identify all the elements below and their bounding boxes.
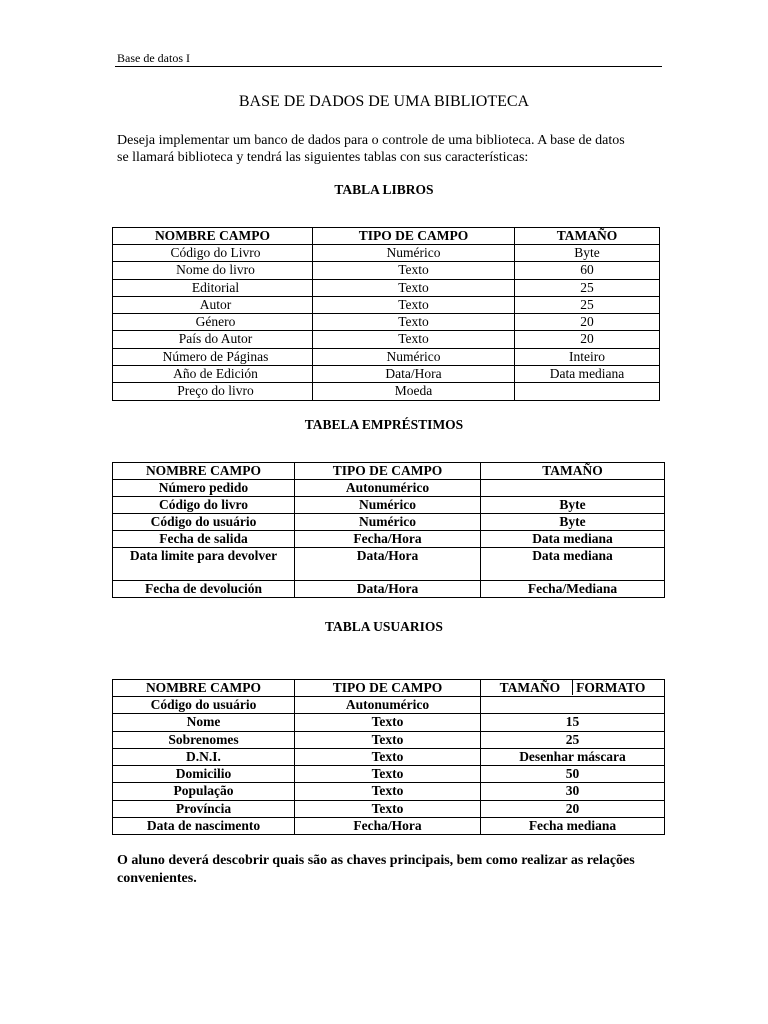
table-row [113, 262, 660, 279]
field-size-cell: 25 [481, 731, 665, 748]
field-type-cell: Data/Hora [295, 548, 481, 581]
column-header-split [481, 680, 665, 697]
field-name-cell: Género [113, 314, 313, 331]
field-type-cell: Texto [295, 783, 481, 800]
field-name-cell: Preço do livro [113, 383, 313, 400]
field-size-cell: 20 [515, 314, 660, 331]
field-size-cell: Fecha mediana [481, 818, 665, 835]
field-type-cell: Texto [295, 766, 481, 783]
field-type-cell: Texto [313, 262, 515, 279]
field-type-cell: Texto [313, 296, 515, 313]
field-type-cell: Data/Hora [295, 581, 481, 598]
field-type-cell: Numérico [313, 245, 515, 262]
field-type-cell: Moeda [313, 383, 515, 400]
field-name-cell: Domicilio [113, 766, 295, 783]
field-size-cell: Data mediana [481, 531, 665, 548]
field-type-cell: Texto [295, 800, 481, 817]
column-header: NOMBRE CAMPO [113, 680, 295, 697]
field-name-cell: Fecha de salida [113, 531, 295, 548]
usuarios-table-title: TABLA USUARIOS [325, 619, 443, 634]
field-name-cell: País do Autor [113, 331, 313, 348]
field-size-cell: 20 [481, 800, 665, 817]
table-row [113, 366, 660, 383]
table-row [113, 497, 665, 514]
column-header: TIPO DE CAMPO [313, 228, 515, 245]
field-type-cell: Data/Hora [313, 366, 515, 383]
field-type-cell: Texto [313, 314, 515, 331]
table-row [113, 731, 665, 748]
field-name-cell: Código do usuário [113, 697, 295, 714]
field-size-cell [481, 697, 665, 714]
table-row [113, 697, 665, 714]
column-header: TIPO DE CAMPO [295, 463, 481, 480]
field-name-cell: Código do livro [113, 497, 295, 514]
field-size-cell: 60 [515, 262, 660, 279]
document-title: BASE DE DADOS DE UMA BIBLIOTECA [238, 93, 530, 110]
table-row [113, 800, 665, 817]
field-size-cell: Byte [481, 497, 665, 514]
table-row [113, 581, 665, 598]
field-name-cell: Província [113, 800, 295, 817]
field-size-cell: 30 [481, 783, 665, 800]
column-header: TAMAÑO [481, 463, 665, 480]
field-type-cell: Autonumérico [295, 697, 481, 714]
table-row [113, 331, 660, 348]
field-type-cell: Texto [295, 714, 481, 731]
field-type-cell: Texto [313, 331, 515, 348]
field-name-cell: Editorial [113, 279, 313, 296]
table-row [113, 714, 665, 731]
table-row [113, 748, 665, 765]
field-size-cell: Byte [481, 514, 665, 531]
field-size-cell [481, 480, 665, 497]
column-header: NOMBRE CAMPO [113, 463, 295, 480]
table-row [113, 514, 665, 531]
column-header: NOMBRE CAMPO [113, 228, 313, 245]
table-row [113, 296, 660, 313]
field-name-cell: Código do Livro [113, 245, 313, 262]
field-name-cell: Fecha de devolución [113, 581, 295, 598]
column-header: TAMAÑO [515, 228, 660, 245]
field-name-cell: Número pedido [113, 480, 295, 497]
table-row [113, 348, 660, 365]
field-size-cell: Desenhar máscara [481, 748, 665, 765]
table-row [113, 766, 665, 783]
table-row [113, 245, 660, 262]
field-name-cell: Nome do livro [113, 262, 313, 279]
header-divider [115, 66, 662, 67]
running-header: Base de datos I [117, 51, 190, 65]
field-size-cell [515, 383, 660, 400]
table-header-row [113, 680, 665, 697]
field-type-cell: Fecha/Hora [295, 531, 481, 548]
table-row [113, 783, 665, 800]
field-name-cell: D.N.I. [113, 748, 295, 765]
instructions-note: O aluno deverá descobrir quais são as chaves principais, bem como realizar as relações convenientes. [117, 853, 635, 886]
table-row [113, 383, 660, 400]
field-name-cell: População [113, 783, 295, 800]
emprestimos-table-title: TABELA EMPRÉSTIMOS [304, 417, 464, 432]
table-row [113, 279, 660, 296]
libros-table-title: TABLA LIBROS [334, 182, 434, 197]
field-type-cell: Texto [295, 731, 481, 748]
table-row [113, 314, 660, 331]
field-size-cell: Data mediana [481, 548, 665, 581]
field-name-cell: Año de Edición [113, 366, 313, 383]
field-name-cell: Nome [113, 714, 295, 731]
header-separator [572, 680, 573, 695]
field-size-cell: 20 [515, 331, 660, 348]
table-header-row [113, 463, 665, 480]
column-header: TIPO DE CAMPO [295, 680, 481, 697]
column-header-size: TAMAÑO [499, 680, 561, 695]
field-name-cell: Data de nascimento [113, 818, 295, 835]
table-row [113, 548, 665, 581]
intro-paragraph: Deseja implementar um banco de dados para o controle de uma biblioteca. A base de datos se llamará biblioteca y tendrá las siguientes tablas con sus características: [117, 133, 625, 165]
field-type-cell: Numérico [295, 514, 481, 531]
field-size-cell: Data mediana [515, 366, 660, 383]
field-type-cell: Fecha/Hora [295, 818, 481, 835]
table-row [113, 531, 665, 548]
field-name-cell: Número de Páginas [113, 348, 313, 365]
field-name-cell: Autor [113, 296, 313, 313]
field-size-cell: Byte [515, 245, 660, 262]
table-header-row [113, 228, 660, 245]
table-row [113, 818, 665, 835]
field-type-cell: Autonumérico [295, 480, 481, 497]
field-type-cell: Texto [295, 748, 481, 765]
field-type-cell: Texto [313, 279, 515, 296]
field-size-cell: Inteiro [515, 348, 660, 365]
column-header-format: FORMATO [576, 680, 646, 695]
field-name-cell: Data limite para devolver [113, 548, 295, 581]
field-size-cell: Fecha/Mediana [481, 581, 665, 598]
libros-table [112, 227, 660, 401]
usuarios-table [112, 679, 665, 835]
field-name-cell: Sobrenomes [113, 731, 295, 748]
table-row [113, 480, 665, 497]
field-type-cell: Numérico [313, 348, 515, 365]
emprestimos-table [112, 462, 665, 598]
field-size-cell: 25 [515, 279, 660, 296]
field-size-cell: 15 [481, 714, 665, 731]
field-size-cell: 25 [515, 296, 660, 313]
field-type-cell: Numérico [295, 497, 481, 514]
field-size-cell: 50 [481, 766, 665, 783]
field-name-cell: Código do usuário [113, 514, 295, 531]
